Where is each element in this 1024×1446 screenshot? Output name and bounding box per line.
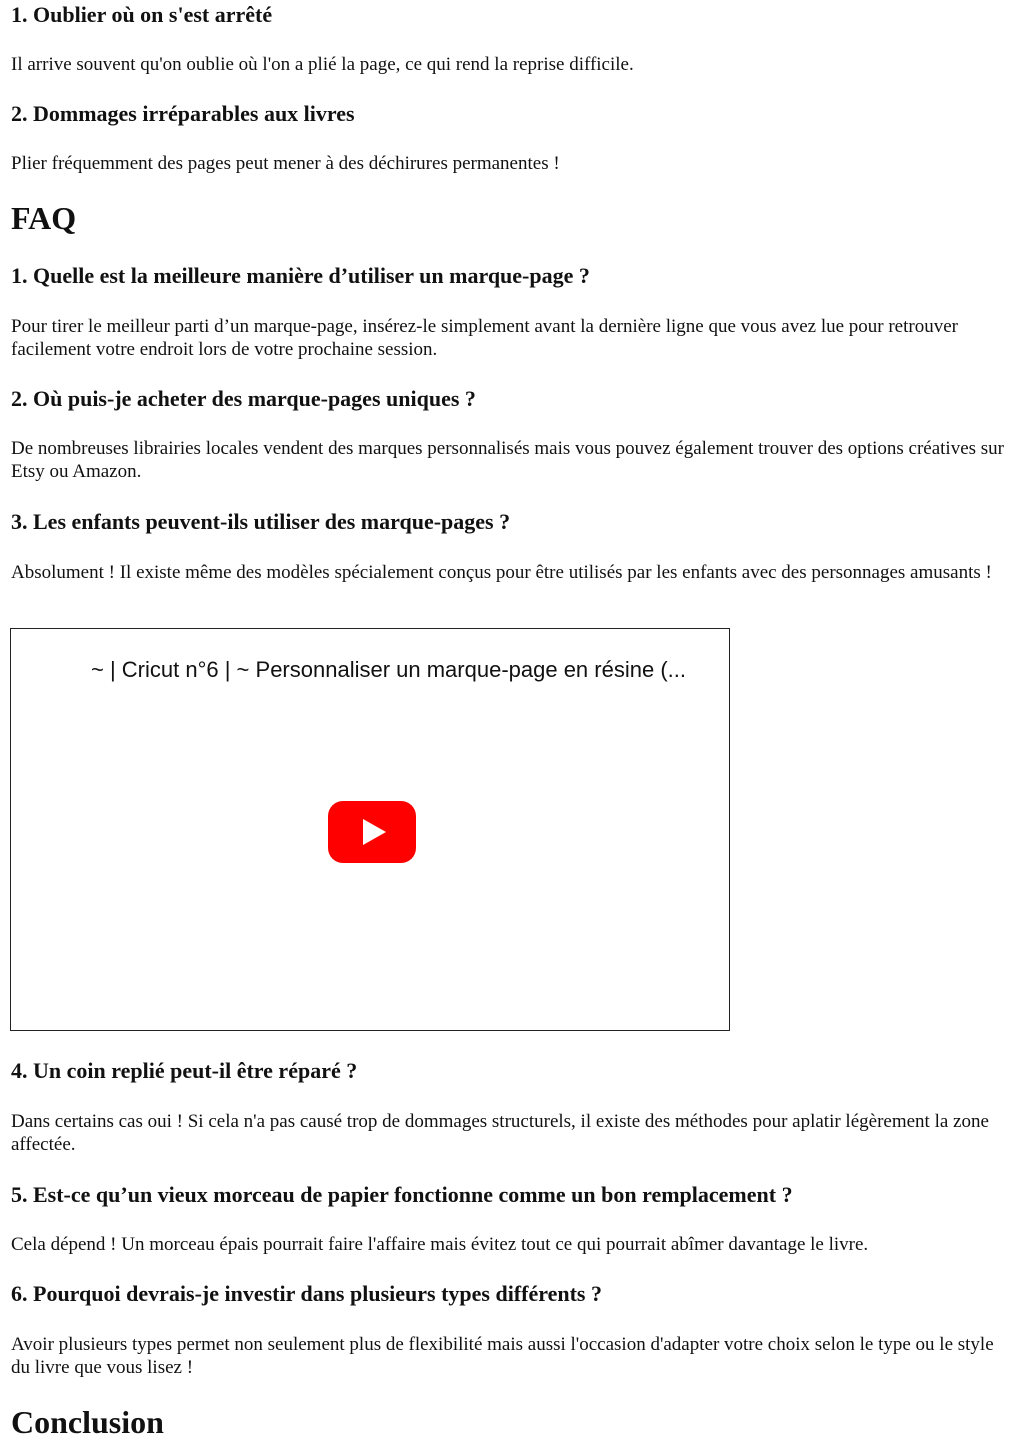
faq-answer: Absolument ! Il existe même des modèles spécialement conçus pour être utilisés par les enfants avec des personnages amusants ! xyxy=(11,562,992,583)
video-embed[interactable] xyxy=(10,628,730,1031)
section-text: Plier fréquemment des pages peut mener à des déchirures permanentes ! xyxy=(11,153,560,174)
conclusion-title: Conclusion xyxy=(11,1404,164,1440)
faq-question: 3. Les enfants peuvent-ils utiliser des marque-pages ? xyxy=(11,509,511,534)
faq-question: 4. Un coin replié peut-il être réparé ? xyxy=(11,1058,358,1083)
faq-question: 5. Est-ce qu’un vieux morceau de papier fonctionne comme un bon remplacement ? xyxy=(11,1182,793,1207)
section-heading: 1. Oublier où on s'est arrêté xyxy=(11,2,273,27)
play-button[interactable] xyxy=(328,801,416,863)
faq-answer: Cela dépend ! Un morceau épais pourrait faire l'affaire mais évitez tout ce qui pourrait abîmer davantage le livre. xyxy=(11,1234,869,1255)
youtube-play-icon[interactable] xyxy=(328,801,416,863)
faq-answer: Avoir plusieurs types permet non seulement plus de flexibilité mais aussi l'occasion d'adapter votre choix selon le type ou le style du livre que vous lisez ! xyxy=(11,1334,994,1378)
faq-answer: De nombreuses librairies locales vendent des marques personnalisés mais vous pouvez également trouver des options créatives sur Etsy ou Amazon. xyxy=(11,438,1004,482)
section-text: Il arrive souvent qu'on oublie où l'on a plié la page, ce qui rend la reprise difficile. xyxy=(11,54,634,75)
section-heading: 2. Dommages irréparables aux livres xyxy=(11,101,355,126)
faq-title: FAQ xyxy=(11,200,77,236)
video-title[interactable]: ~ | Cricut n°6 | ~ Personnaliser un marque-page en résine (... xyxy=(91,657,686,682)
faq-question: 1. Quelle est la meilleure manière d’utiliser un marque-page ? xyxy=(11,263,590,288)
faq-answer: Pour tirer le meilleur parti d’un marque-page, insérez-le simplement avant la dernière ligne que vous avez lue pour retrouver facilement votre endroit lors de votre prochaine session. xyxy=(11,316,958,360)
faq-question: 2. Où puis-je acheter des marque-pages uniques ? xyxy=(11,386,476,411)
faq-answer: Dans certains cas oui ! Si cela n'a pas causé trop de dommages structurels, il existe des méthodes pour aplatir légèrement la zone affectée. xyxy=(11,1111,989,1155)
faq-question: 6. Pourquoi devrais-je investir dans plusieurs types différents ? xyxy=(11,1281,602,1306)
